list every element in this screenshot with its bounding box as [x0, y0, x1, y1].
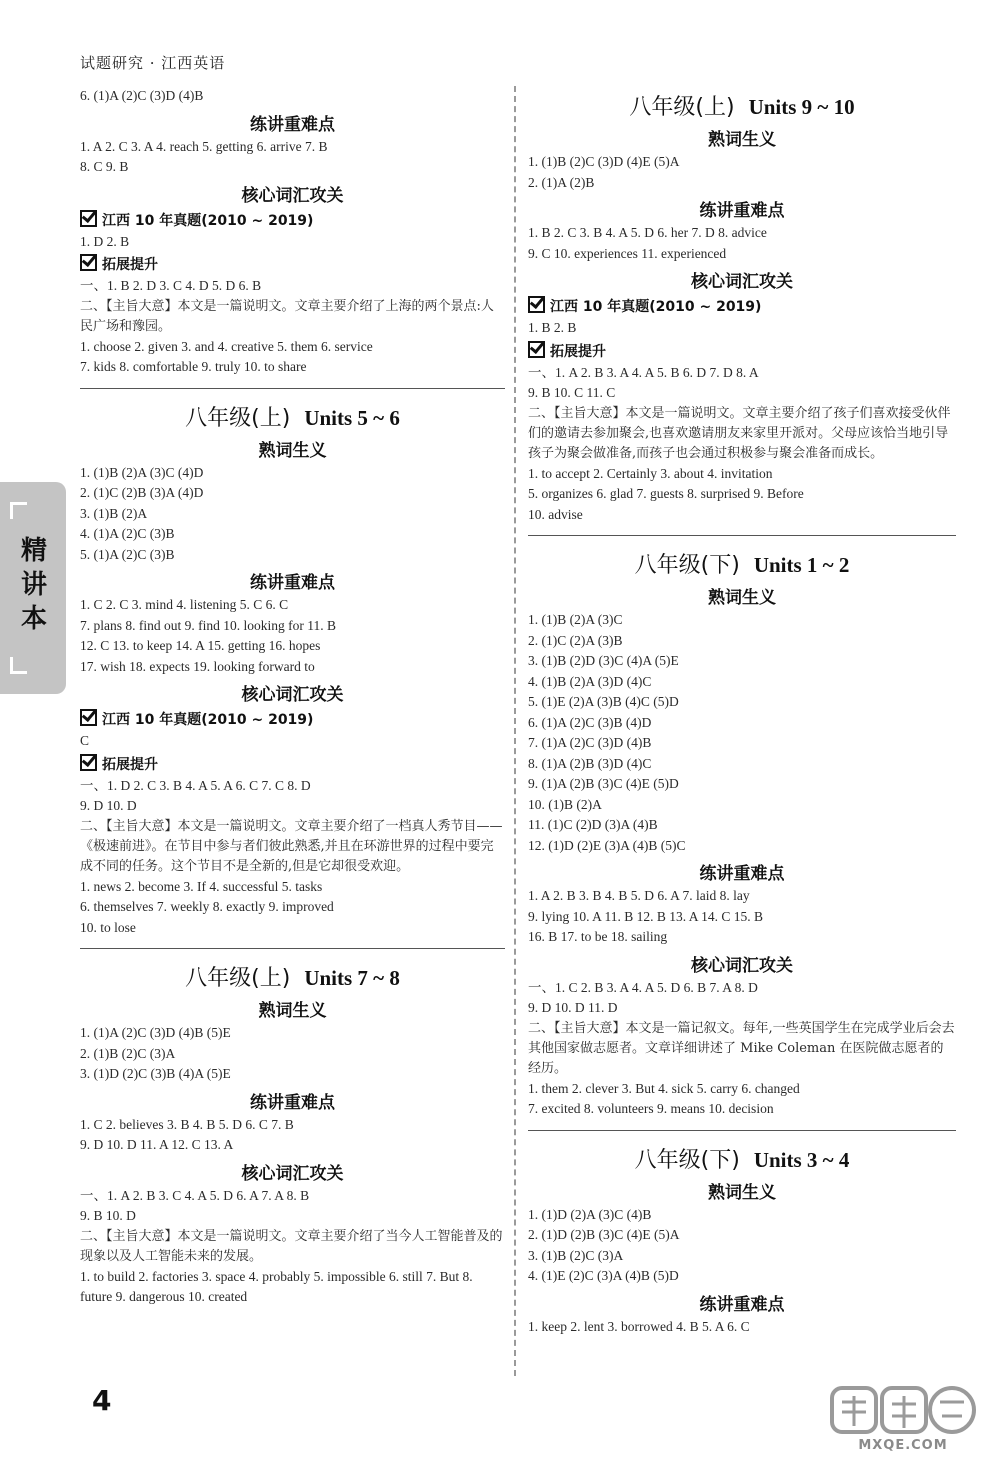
answer-line: C	[80, 733, 90, 748]
answer-line: 9. D 10. D 11. A 12. C 13. A	[80, 1137, 234, 1152]
checkmark-heading-label: 拓展提升	[102, 257, 158, 273]
answer-line: 9. D 10. D 11. D	[528, 1000, 618, 1015]
answer-line: 9. lying 10. A 11. B 12. B 13. A 14. C 15. B	[528, 908, 764, 924]
unit-heading	[528, 90, 956, 121]
checkbox-icon	[80, 754, 97, 771]
answer-line: 1. choose 2. given 3. and 4. creative 5. them 6. service	[80, 338, 373, 354]
watermark-text: MXQE.COM	[858, 1438, 948, 1453]
answer-line: 9. C 10. experiences 11. experienced	[528, 245, 727, 261]
answer-line: 1. keep 2. lent 3. borrowed 4. B 5. A 6. C	[528, 1318, 750, 1334]
unit-grade: 八年级(上)	[629, 95, 735, 120]
answer-line: 1. them 2. clever 3. But 4. sick 5. carry 6. changed	[528, 1080, 800, 1096]
unit-grade: 八年级(上)	[185, 405, 291, 431]
unit-heading	[528, 1143, 956, 1174]
answer-line: 1. news 2. become 3. If 4. successful 5. tasks	[80, 878, 323, 894]
section-title: 练讲重难点	[250, 1092, 335, 1113]
section-title: 熟词生义	[258, 1001, 327, 1021]
answer-line: 12. (1)D (2)E (3)A (4)B (5)C	[528, 837, 686, 853]
answer-line: 二、【主旨大意】本文是一篇说明文。文章主要介绍了孩子们喜欢接受伙伴们的邀请去参加聚会,也喜欢邀请朋友来家里开派对。父母应该恰当地引导孩子为聚会做准备,而孩子也会通过积极参与聚会准备而成长。	[528, 405, 951, 461]
answer-line: 一、1. B 2. D 3. C 4. D 5. D 6. B	[80, 278, 262, 293]
section-title: 熟词生义	[708, 588, 776, 608]
checkmark-heading	[528, 294, 956, 318]
answer-line: 3. (1)D (2)C (3)B (4)A (5)E	[80, 1066, 231, 1081]
section-title: 练讲重难点	[250, 114, 335, 135]
unit-range: Units 9 ~ 10	[748, 95, 855, 119]
answer-line: 一、1. C 2. B 3. A 4. A 5. D 6. B 7. A 8. D	[528, 979, 758, 995]
answer-line: 10. advise	[528, 506, 583, 522]
section-title: 核心词汇攻关	[691, 955, 793, 976]
answer-line: 1. to accept 2. Certainly 3. about 4. invitation	[528, 465, 773, 481]
bracket-decoration	[10, 502, 27, 519]
answer-line: 1. (1)B (2)A (3)C (4)D	[80, 464, 204, 480]
section-title: 核心词汇攻关	[241, 685, 344, 705]
unit-heading	[528, 548, 956, 579]
answer-line: 二、【主旨大意】本文是一篇说明文。文章主要介绍了上海的两个景点:人民广场和豫园。	[80, 298, 494, 334]
checkbox-icon	[80, 210, 97, 227]
section-title: 熟词生义	[258, 440, 327, 461]
unit-heading	[80, 961, 505, 992]
checkmark-heading-label: 拓展提升	[550, 343, 606, 360]
section-divider	[80, 948, 505, 949]
section-title: 练讲重难点	[699, 864, 785, 884]
answer-line: 1. (1)B (2)C (3)D (4)E (5)A	[528, 154, 680, 169]
answer-line: 1. (1)B (2)A (3)C	[528, 612, 623, 627]
answer-line: 3. (1)B (2)C (3)A	[528, 1247, 624, 1263]
bracket-decoration	[10, 657, 27, 674]
answer-line: 1. (1)D (2)A (3)C (4)B	[528, 1206, 652, 1222]
answer-line: 3. (1)B (2)A	[80, 505, 148, 521]
answer-line: 1. B 2. B	[528, 320, 577, 335]
side-tab	[0, 482, 66, 694]
answer-line: 6. (1)A (2)C (3)B (4)D	[528, 714, 652, 730]
answer-line: 4. (1)A (2)C (3)B	[80, 526, 175, 541]
answer-line: 8. C 9. B	[80, 159, 129, 174]
answer-line: 2. (1)C (2)A (3)B	[528, 632, 623, 648]
answer-line: 2. (1)A (2)B	[528, 174, 595, 190]
answer-line: 1. to build 2. factories 3. space 4. probably 5. impossible 6. still 7. But 8. future 9. dangerous 10. created	[80, 1268, 473, 1304]
section-title: 练讲重难点	[699, 201, 785, 221]
column-divider	[514, 86, 516, 1376]
answer-line: 1. A 2. B 3. B 4. B 5. D 6. A 7. laid 8. lay	[528, 888, 750, 903]
answer-line: 7. kids 8. comfortable 9. truly 10. to share	[80, 359, 307, 374]
section-title: 练讲重难点	[699, 1294, 785, 1315]
answer-line: 8. (1)A (2)B (3)D (4)C	[528, 755, 652, 771]
answer-line: 5. organizes 6. glad 7. guests 8. surprised 9. Before	[528, 486, 804, 501]
section-divider	[528, 535, 956, 536]
running-head: 试题研究 · 江西英语	[80, 54, 226, 72]
answer-line: 1. A 2. C 3. A 4. reach 5. getting 6. arrive 7. B	[80, 138, 328, 154]
checkbox-icon	[528, 341, 545, 358]
unit-spacer	[735, 95, 749, 120]
unit-spacer	[290, 406, 304, 431]
answer-line: 4. (1)E (2)C (3)A (4)B (5)D	[528, 1268, 679, 1283]
answer-line: 5. (1)A (2)C (3)B	[80, 546, 175, 562]
answer-line: 9. (1)A (2)B (3)C (4)E (5)D	[528, 776, 679, 791]
section-divider	[528, 1130, 956, 1131]
answer-line: 二、【主旨大意】本文是一篇记叙文。每年,一些英国学生在完成学业后会去其他国家做志愿者。文章详细讲述了 Mike Coleman 在医院做志愿者的经历。	[528, 1020, 955, 1076]
unit-range: Units 7 ~ 8	[304, 966, 400, 990]
section-title: 核心词汇攻关	[241, 1163, 344, 1184]
checkmark-heading	[80, 252, 505, 276]
unit-spacer	[290, 966, 304, 991]
answer-line: 3. (1)B (2)D (3)C (4)A (5)E	[528, 653, 679, 668]
watermark-logo	[828, 1382, 978, 1452]
side-tab-label: 精 讲 本	[20, 536, 47, 634]
checkmark-heading	[80, 707, 505, 731]
answer-line: 1. D 2. B	[80, 233, 130, 249]
checkmark-heading-label: 拓展提升	[102, 756, 158, 773]
answer-line: 9. B 10. C 11. C	[528, 385, 616, 400]
answer-line: 2. (1)B (2)C (3)A	[80, 1045, 176, 1061]
answer-line: 9. B 10. D	[80, 1208, 136, 1223]
section-divider	[80, 388, 505, 389]
answer-line: 二、【主旨大意】本文是一篇说明文。文章主要介绍了当今人工智能普及的现象以及人工智能未来的发展。	[80, 1228, 503, 1264]
unit-grade: 八年级(下)	[634, 1147, 740, 1173]
section-title: 熟词生义	[708, 1182, 776, 1203]
unit-spacer	[740, 553, 754, 578]
answer-line: 4. (1)B (2)A (3)D (4)C	[528, 673, 652, 689]
checkbox-icon	[528, 296, 545, 313]
answer-line: 7. excited 8. volunteers 9. means 10. decision	[528, 1101, 774, 1116]
answer-line: 9. D 10. D	[80, 798, 137, 813]
answer-line: 二、【主旨大意】本文是一篇说明文。文章主要介绍了一档真人秀节目——《极速前进》。在节目中参与者们彼此熟悉,并且在环游世界的过程中要完成不同的任务。这个节目不是全新的,但是它却很受欢迎。	[80, 818, 503, 874]
unit-range: Units 5 ~ 6	[304, 405, 400, 430]
answer-line: 11. (1)C (2)D (3)A (4)B	[528, 817, 658, 832]
answer-line: 7. (1)A (2)C (3)D (4)B	[528, 735, 652, 750]
answer-line: 1. (1)A (2)C (3)D (4)B (5)E	[80, 1025, 231, 1040]
unit-range: Units 3 ~ 4	[753, 1147, 850, 1172]
checkmark-heading-label: 江西 10 年真题(2010 ~ 2019)	[102, 212, 314, 229]
answer-line: 6. (1)A (2)C (3)D (4)B	[80, 88, 204, 103]
checkmark-heading	[80, 752, 505, 776]
page-number: 4	[92, 1384, 112, 1417]
checkmark-heading-label: 江西 10 年真题(2010 ~ 2019)	[550, 299, 762, 315]
checkbox-icon	[80, 709, 97, 726]
checkmark-heading-label: 江西 10 年真题(2010 ~ 2019)	[102, 712, 314, 728]
answer-line: 7. plans 8. find out 9. find 10. looking for 11. B	[80, 617, 336, 633]
unit-heading	[80, 401, 505, 432]
answer-line: 10. (1)B (2)A	[528, 796, 602, 812]
right-column	[528, 86, 956, 1337]
answer-line: 17. wish 18. expects 19. looking forward to	[80, 658, 315, 674]
section-title: 练讲重难点	[250, 573, 335, 593]
checkmark-heading	[80, 208, 505, 232]
answer-line: 1. B 2. C 3. B 4. A 5. D 6. her 7. D 8. advice	[528, 225, 767, 240]
section-title: 核心词汇攻关	[241, 185, 344, 206]
answer-line: 16. B 17. to be 18. sailing	[528, 929, 668, 944]
watermark-seal-icon	[828, 1382, 978, 1438]
unit-grade: 八年级(下)	[634, 553, 740, 578]
answer-line: 1. C 2. believes 3. B 4. B 5. D 6. C 7. B	[80, 1116, 294, 1132]
unit-range: Units 1 ~ 2	[753, 553, 850, 577]
answer-line: 2. (1)D (2)B (3)C (4)E (5)A	[528, 1227, 680, 1242]
answer-line: 1. C 2. C 3. mind 4. listening 5. C 6. C	[80, 597, 289, 612]
answer-line: 5. (1)E (2)A (3)B (4)C (5)D	[528, 694, 679, 709]
section-title: 核心词汇攻关	[691, 272, 793, 292]
answer-line: 一、1. D 2. C 3. B 4. A 5. A 6. C 7. C 8. D	[80, 777, 311, 793]
answer-line: 一、1. A 2. B 3. A 4. A 5. B 6. D 7. D 8. A	[528, 364, 759, 380]
unit-spacer	[740, 1148, 754, 1173]
left-column	[80, 86, 505, 1308]
answer-line: 12. C 13. to keep 14. A 15. getting 16. hopes	[80, 638, 321, 653]
section-title: 熟词生义	[708, 130, 776, 150]
checkmark-heading	[528, 339, 956, 363]
answer-line: 10. to lose	[80, 919, 136, 935]
answer-line: 6. themselves 7. weekly 8. exactly 9. improved	[80, 899, 334, 914]
answer-line: 2. (1)C (2)B (3)A (4)D	[80, 485, 204, 500]
answer-line: 一、1. A 2. B 3. C 4. A 5. D 6. A 7. A 8. B	[80, 1187, 310, 1203]
unit-grade: 八年级(上)	[185, 966, 291, 991]
checkbox-icon	[80, 254, 97, 271]
